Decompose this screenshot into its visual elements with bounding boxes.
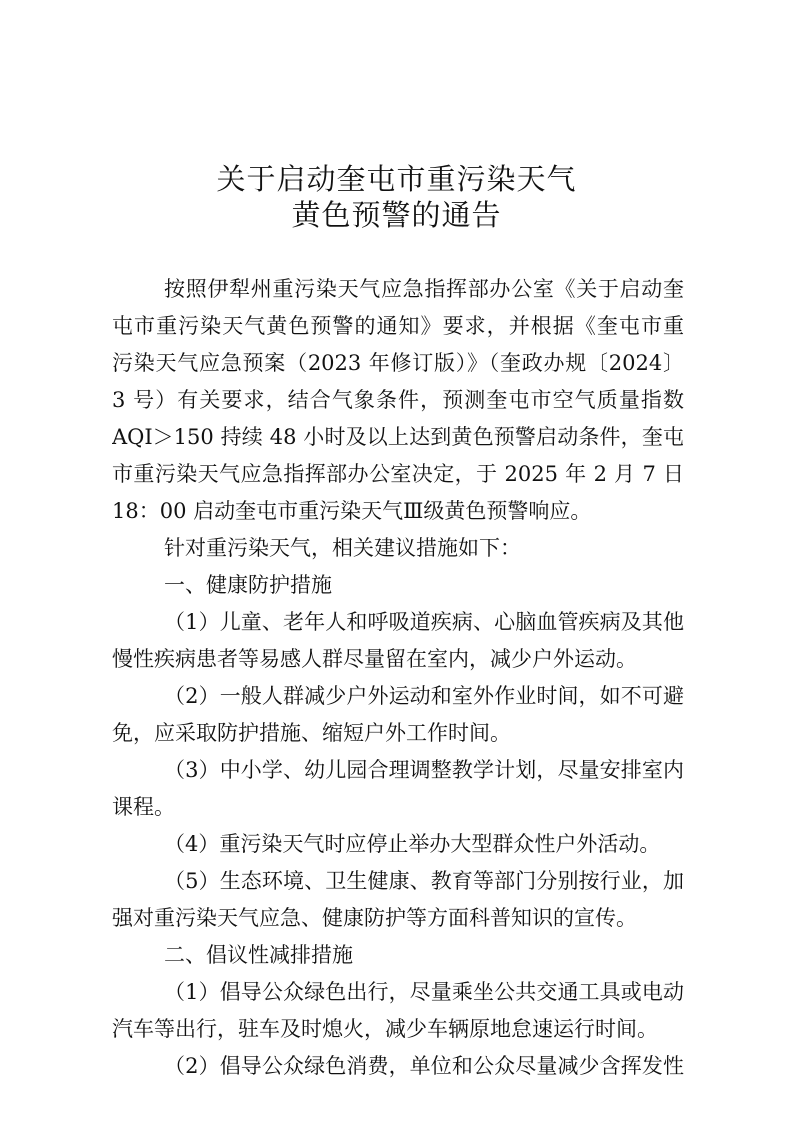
paragraph-line: 市重污染天气应急指挥部办公室决定，于 2025 年 2 月 7 日 bbox=[112, 462, 684, 486]
paragraph-line: 汽车等出行，驻车及时熄火，减少车辆原地怠速运行时间。 bbox=[112, 1017, 658, 1041]
document-body bbox=[112, 271, 684, 1085]
paragraph-line: AQI＞150 持续 48 小时及以上达到黄色预警启动条件，奎屯 bbox=[112, 425, 684, 449]
paragraph-line: 18：00 启动奎屯市重污染天气Ⅲ级黄色预警响应。 bbox=[112, 499, 592, 523]
paragraph-line: 针对重污染天气，相关建议措施如下： bbox=[164, 536, 521, 560]
section-heading: 一、健康防护措施 bbox=[164, 573, 332, 597]
paragraph-line: （1）儿童、老年人和呼吸道疾病、心脑血管疾病及其他 bbox=[164, 610, 684, 634]
paragraph-line: 污染天气应急预案（2023 年修订版）》（奎政办规〔2024〕 bbox=[112, 351, 684, 375]
document-title-line-2: 黄色预警的通告 bbox=[291, 198, 502, 232]
paragraph-line: （4）重污染天气时应停止举办大型群众性户外活动。 bbox=[164, 832, 661, 856]
paragraph-line: （2）一般人群减少户外运动和室外作业时间，如不可避 bbox=[164, 684, 684, 708]
paragraph-line: （3）中小学、幼儿园合理调整教学计划，尽量安排室内 bbox=[164, 758, 684, 782]
document-title-line-1: 关于启动奎屯市重污染天气 bbox=[216, 162, 577, 196]
paragraph-line: 慢性疾病患者等易感人群尽量留在室内，减少户外运动。 bbox=[112, 647, 637, 671]
paragraph-line: （2）倡导公众绿色消费，单位和公众尽量减少含挥发性 bbox=[164, 1054, 684, 1078]
paragraph-line: 课程。 bbox=[112, 795, 175, 819]
section-heading: 二、倡议性减排措施 bbox=[164, 943, 353, 967]
paragraph-line: 强对重污染天气应急、健康防护等方面科普知识的宣传。 bbox=[112, 906, 637, 930]
paragraph-line: （1）倡导公众绿色出行，尽量乘坐公共交通工具或电动 bbox=[164, 980, 684, 1004]
paragraph-line: 免，应采取防护措施、缩短户外工作时间。 bbox=[112, 721, 511, 745]
paragraph-line: 按照伊犁州重污染天气应急指挥部办公室《关于启动奎 bbox=[164, 277, 684, 301]
paragraph-line: （5）生态环境、卫生健康、教育等部门分别按行业，加 bbox=[164, 869, 684, 893]
paragraph-line: 屯市重污染天气黄色预警的通知》要求，并根据《奎屯市重 bbox=[112, 314, 684, 338]
paragraph-line: 3 号）有关要求，结合气象条件，预测奎屯市空气质量指数 bbox=[112, 388, 684, 412]
